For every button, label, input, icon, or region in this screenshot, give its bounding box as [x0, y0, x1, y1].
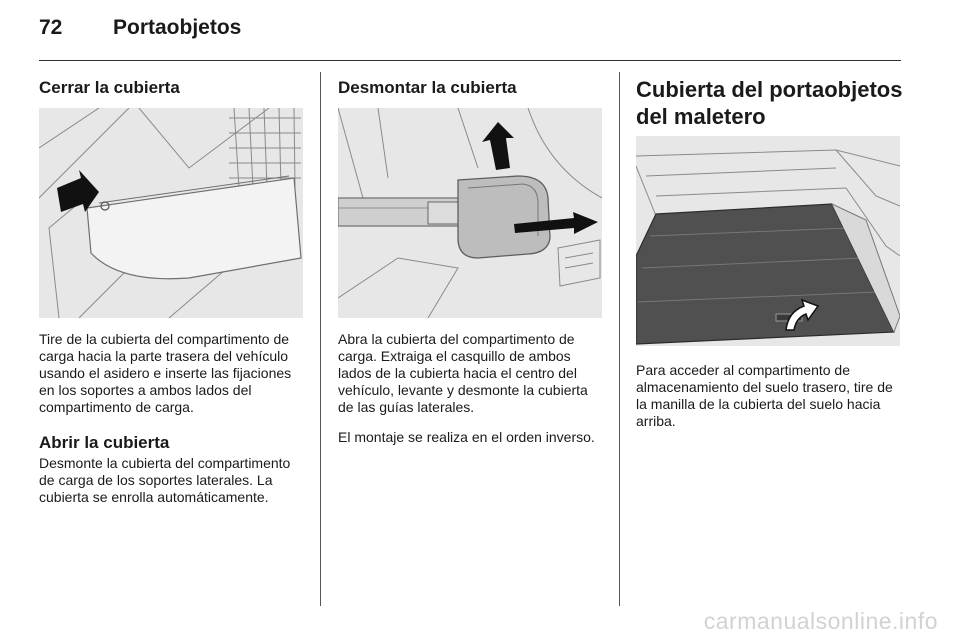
column-divider-left: [320, 72, 321, 606]
close-cover-instructions: Tire de la cubierta del compartimento de carga hacia la parte trasera del vehículo usando el asidero e inserte las fijaciones en los soportes a ambos lados del compartimento de carga.: [39, 331, 292, 415]
page-number: 72: [39, 16, 63, 39]
remove-cover-instructions: Abra la cubierta del compartimento de carga. Extraiga el casquillo de ambos lados de la cubierta hacia el centro del vehículo, levante y desmonte la cubierta de las guías laterales.: [338, 331, 588, 415]
remove-cover-heading: Desmontar la cubierta: [338, 78, 517, 97]
page-section-title: Portaobjetos: [113, 16, 242, 39]
open-cover-subheading: Abrir la cubierta: [39, 433, 170, 452]
cover-cassette-removal-illustration-icon: [338, 108, 602, 318]
close-cover-heading: Cerrar la cubierta: [39, 78, 180, 97]
cover-removal-figure: [338, 108, 602, 318]
column-divider-right: [619, 72, 620, 606]
header-divider: [39, 60, 901, 61]
trunk-floor-cover-illustration-icon: [636, 136, 900, 346]
trunk-cover-heading: Cubierta del portaobjetos del maletero: [636, 77, 903, 129]
reassembly-note: El montaje se realiza en el orden inverso.: [338, 429, 595, 445]
rear-cargo-cover-illustration-icon: [39, 108, 303, 318]
site-watermark: carmanualsonline.info: [703, 608, 938, 634]
open-cover-instructions: Desmonte la cubierta del compartimento de carga de los soportes laterales. La cubierta se enrolla automáticamente.: [39, 455, 291, 505]
rear-cargo-cover-figure: [39, 108, 303, 318]
trunk-cover-instructions: Para acceder al compartimento de almacenamiento del suelo trasero, tire de la manilla de la cubierta del suelo hacia arriba.: [636, 362, 893, 429]
trunk-floor-cover-figure: [636, 136, 900, 346]
